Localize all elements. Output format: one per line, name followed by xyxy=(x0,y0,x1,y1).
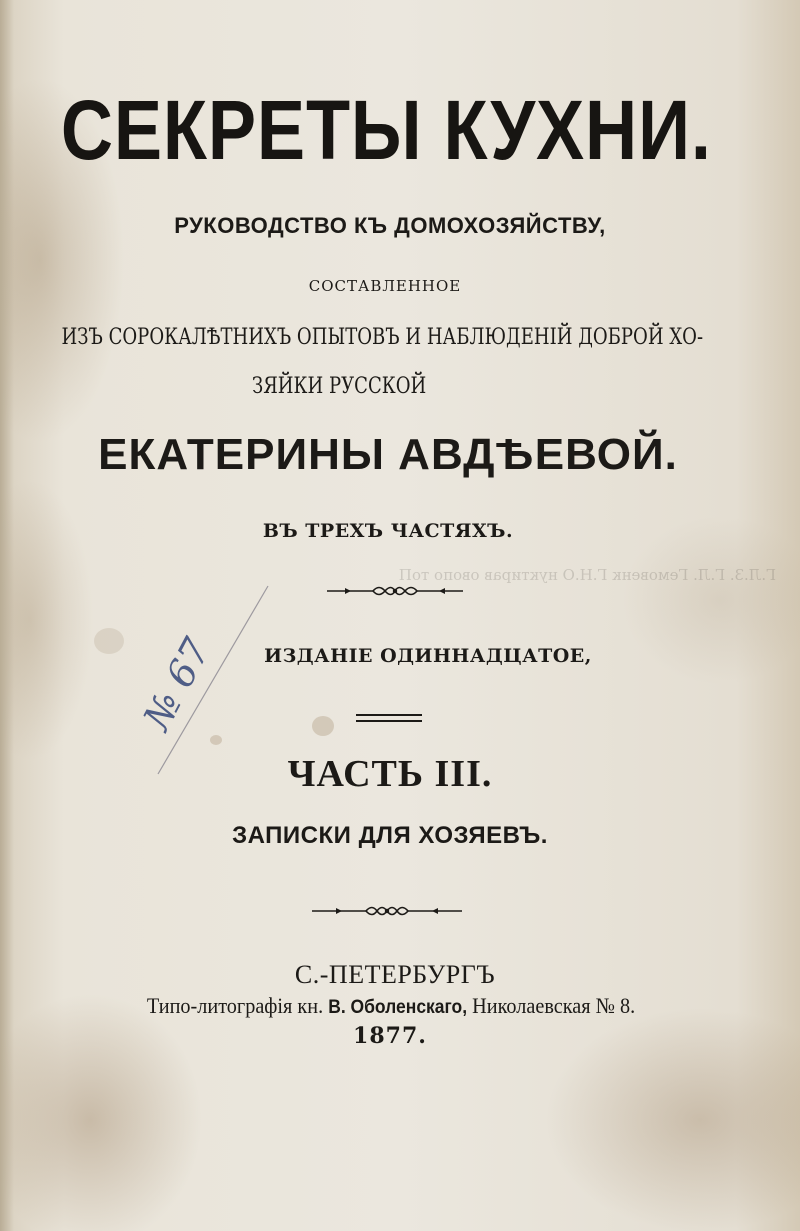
publication-city: С.-ПЕТЕРБУРГЪ xyxy=(294,960,496,989)
part-title: ЗАПИСКИ ДЛЯ ХОЗЯЕВЪ. xyxy=(232,822,548,849)
part-number: ЧАСТЬ III. xyxy=(287,753,493,795)
printer-line xyxy=(23,993,759,1019)
printer-address: Николаевская № 8. xyxy=(472,993,636,1018)
pencil-stroke-icon xyxy=(150,580,280,780)
printer-prefix: Типо-литографія кн. xyxy=(146,993,324,1018)
double-rule-icon xyxy=(356,712,422,724)
author-name: ЕКАТЕРИНЫ АВДѢЕВОЙ. xyxy=(98,430,678,479)
book-title: СЕКРЕТЫ КУХНИ. xyxy=(60,83,712,177)
source-line-2: ЗЯЙКИ РУССКОЙ xyxy=(252,374,427,399)
edition-label: ИЗДАНІЕ ОДИННАДЦАТОЕ, xyxy=(264,645,592,667)
paper-stain xyxy=(312,716,334,736)
source-line-1: ИЗЪ СОРОКАЛѢТНИХЪ ОПЫТОВЪ И НАБЛЮДЕНІЙ ДОБРОЙ ХО- xyxy=(61,325,704,350)
bleed-through-text: Г.Л.З. Г.Л. Гемовенк Г.Н.О нуктирав овопо тоП xyxy=(398,566,776,584)
parts-count: ВЪ ТРЕХЪ ЧАСТЯХЪ. xyxy=(262,520,514,542)
book-subtitle: РУКОВОДСТВО КЪ ДОМОХОЗЯЙСТВУ, xyxy=(174,213,606,238)
handwritten-number: № 67 xyxy=(134,631,219,737)
publication-year: 1877. xyxy=(353,1023,427,1049)
ornament-divider-icon xyxy=(310,900,464,922)
printer-name: В. Оболенскаго, xyxy=(328,997,468,1018)
composed-label: СОСТАВЛЕННОЕ xyxy=(308,277,462,295)
